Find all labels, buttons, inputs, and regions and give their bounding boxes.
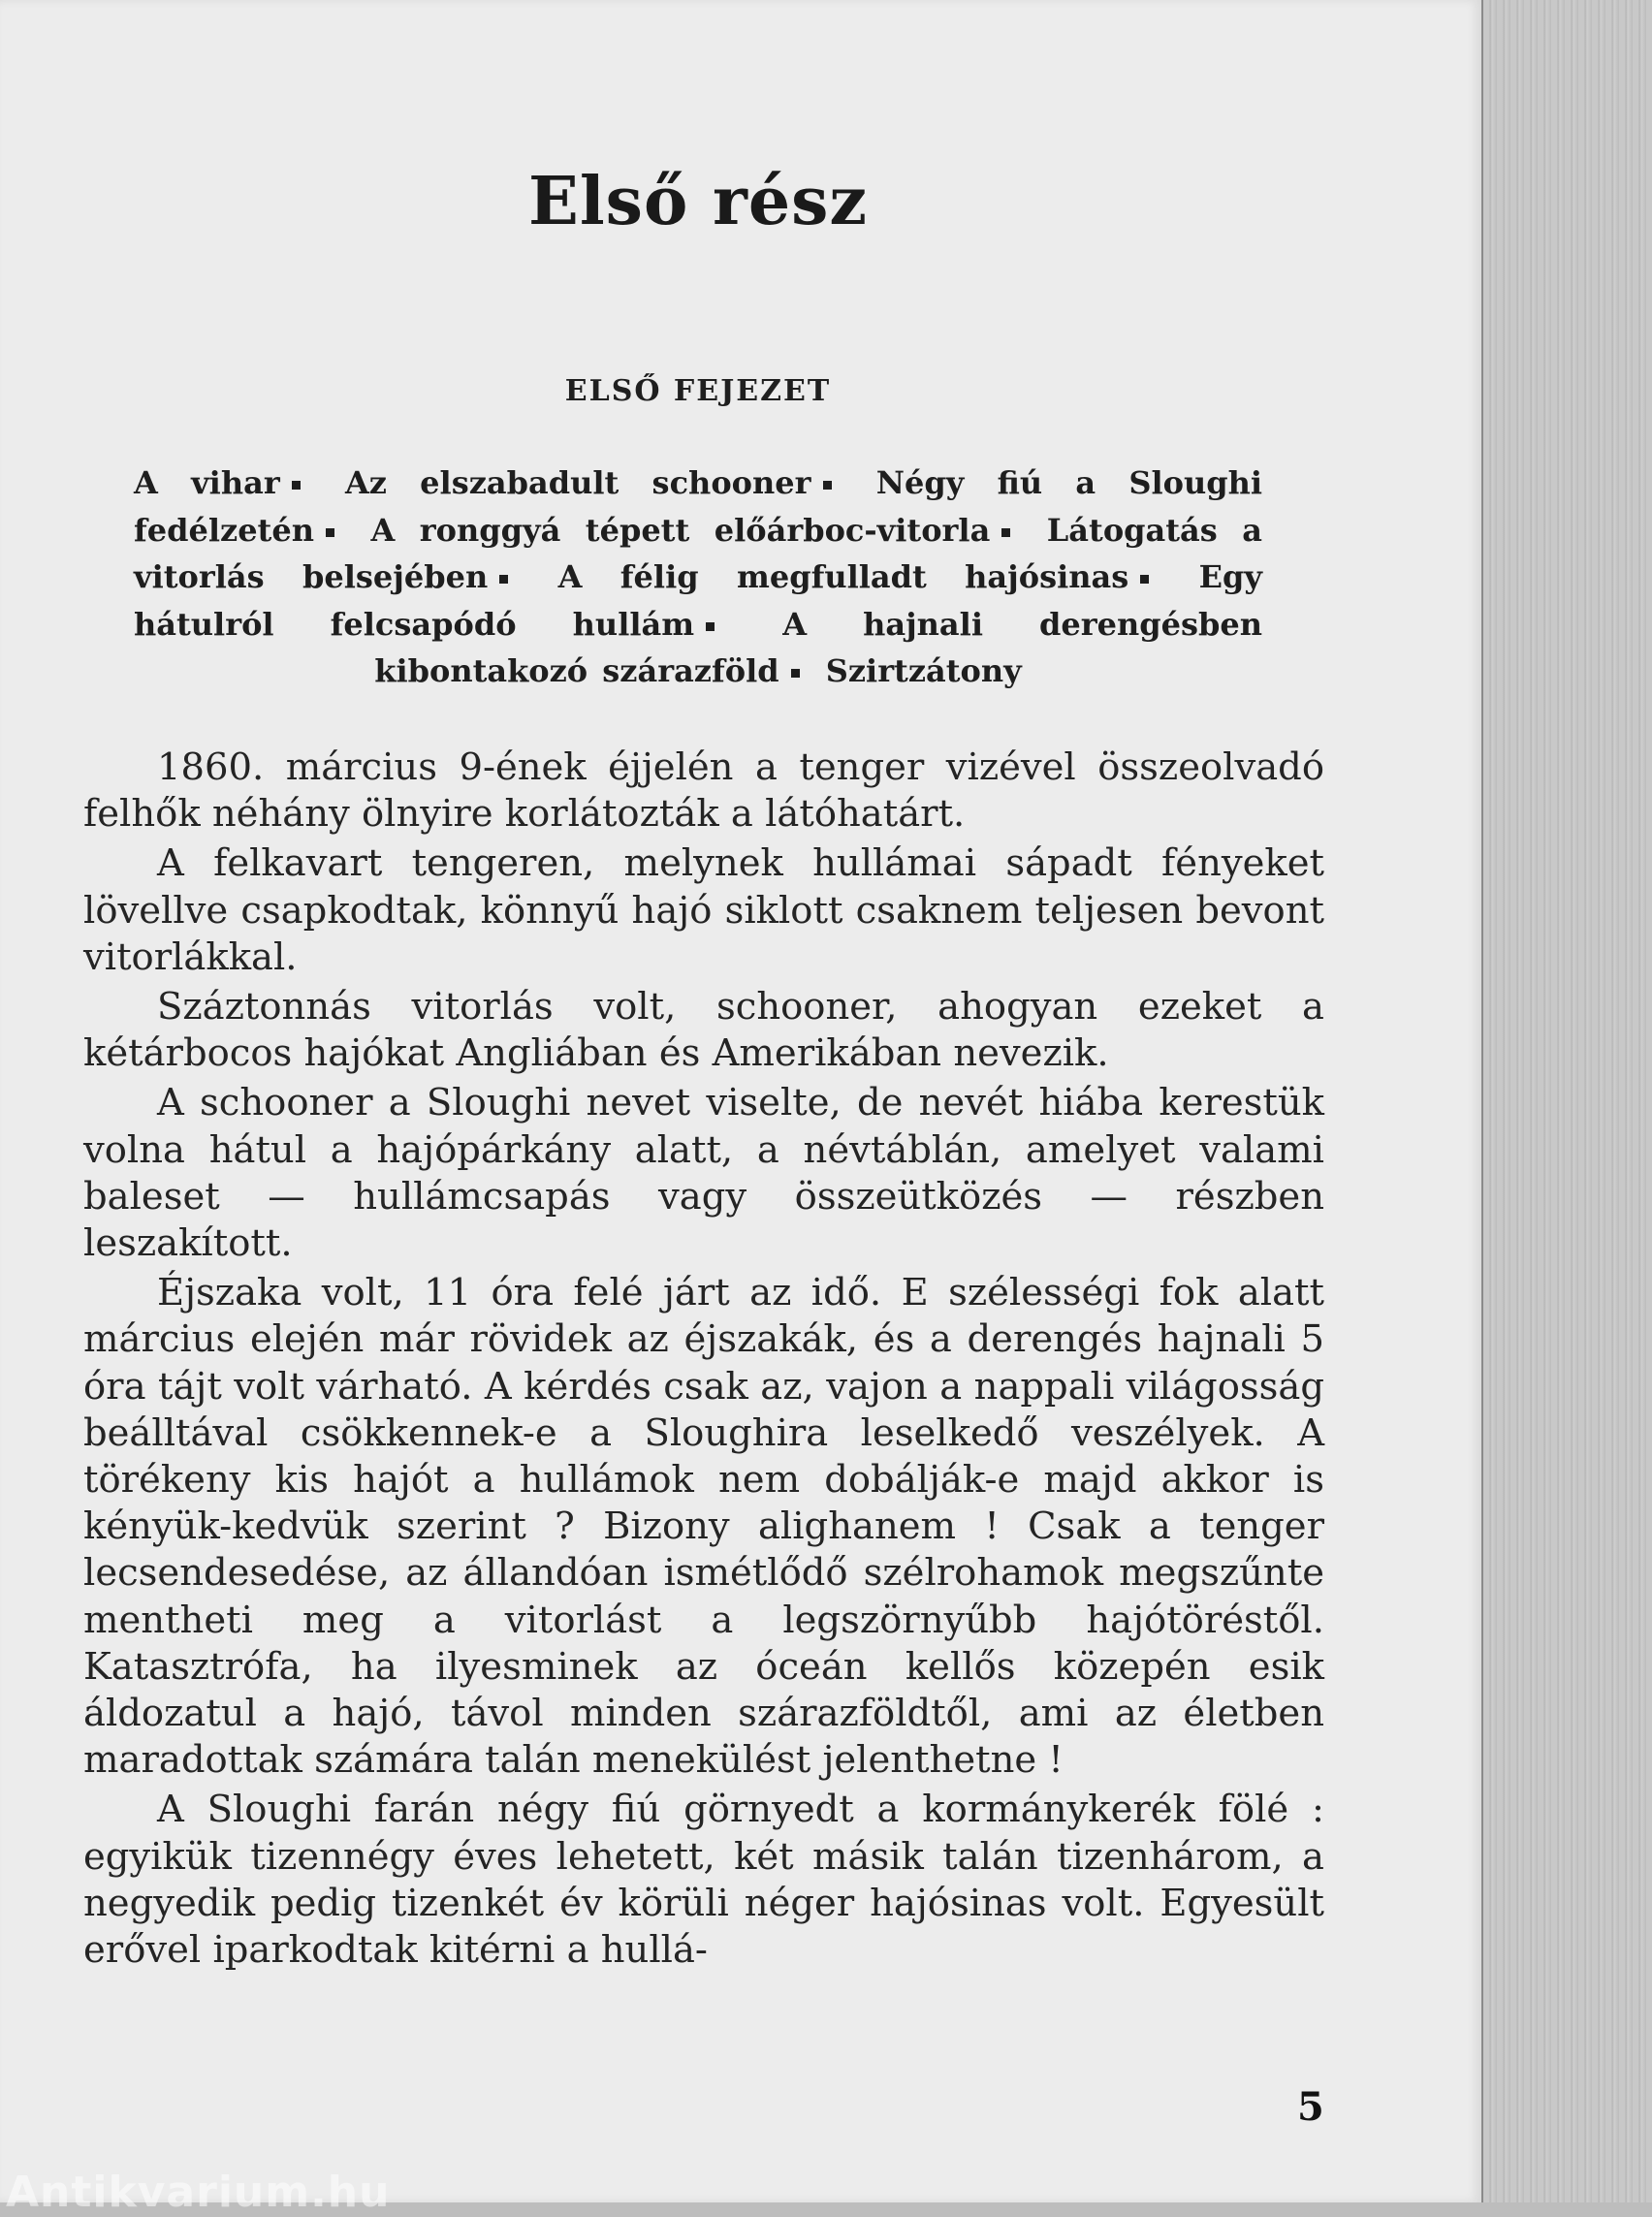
page-number: 5: [1297, 2084, 1324, 2130]
summary-item: A félig megfulladt hajósinas: [557, 558, 1129, 595]
separator-square-icon: [292, 481, 301, 490]
separator-square-icon: [326, 528, 334, 537]
separator-square-icon: [499, 575, 508, 584]
separator-square-icon: [823, 481, 832, 490]
chapter-title: ELSŐ FEJEZET: [564, 374, 832, 408]
separator-square-icon: [1140, 575, 1149, 584]
paragraph: A schooner a Sloughi nevet viselte, de nevét hiába kerestük volna hátul a hajópárkány alatt, a névtáblán, amelyet valami baleset — hullámcsapás vagy összeütközés — részben leszakított.: [83, 1081, 1324, 1266]
separator-square-icon: [706, 622, 715, 631]
part-title: Első rész: [528, 162, 868, 240]
summary-item: A hajnali derengésben kibontakozó szárazföld: [374, 605, 1263, 689]
summary-item: Szirtzátony: [825, 652, 1022, 689]
paragraph: Éjszaka volt, 11 óra felé járt az idő. E szélességi fok alatt március elején már rövidek az éjszakák, és a derengés hajnali 5 óra tájt volt várható. A kérdés csak az, vajon a nappali világosság beálltával csökkennek-e a Sloughira leselkedő veszélyek. A törékeny kis hajót a hullámok nem dobálják-e majd akkor is kényük-kedvük szerint ? Bizony alighanem ! Csak a tenger lecsendesedése, az állandóan ismétlődő szélrohamok megszűnte mentheti meg a vitorlást a legszörnyűbb hajótöréstől. Katasztrófa, ha ilyesminek az óceán kellős közepén esik áldozatul a hajó, távol minden szárazföldtől, ami az életben maradottak számára talán menekülést jelenthetne !: [83, 1271, 1324, 1783]
summary-item: Az elszabadult schooner: [344, 464, 811, 501]
watermark: Antikvarium.hu: [6, 2168, 391, 2217]
chapter-body: [83, 744, 1324, 1977]
summary-item: Látogatás a vitorlás belsejében: [134, 511, 1263, 595]
paragraph: A Sloughi farán négy fiú görnyedt a kormánykerék fölé : egyikük tizennégy éves lehetett, két másik talán tizenhárom, a negyedik pedig tizenkét év körüli néger hajósinas volt. Egyesült erővel iparkodtak kitérni a hullá-: [83, 1788, 1324, 1973]
paragraph: 1860. március 9-ének éjjelén a tenger vizével összeolvadó felhők néhány ölnyire korlátozták a látóhatárt.: [83, 745, 1324, 837]
chapter-summary: [134, 459, 1262, 695]
summary-item: Egy hátulról felcsapódó hullám: [134, 558, 1263, 643]
summary-item: A vihar: [134, 464, 280, 501]
separator-square-icon: [791, 669, 800, 678]
summary-item: A ronggyá tépett előárboc-vitorla: [370, 511, 991, 549]
separator-square-icon: [1001, 528, 1010, 537]
summary-item: Négy fiú a Sloughi fedélzetén: [134, 464, 1263, 549]
book-page-edges: [1483, 0, 1652, 2202]
paragraph: Száztonnás vitorlás volt, schooner, ahogyan ezeket a kétárbocos hajókat Angliában és Amerikában nevezik.: [83, 985, 1324, 1076]
paragraph: A felkavart tengeren, melynek hullámai sápadt fényeket lövellve csapkodtak, könnyű hajó siklott csaknem teljesen bevont vitorlákkal.: [83, 841, 1324, 979]
